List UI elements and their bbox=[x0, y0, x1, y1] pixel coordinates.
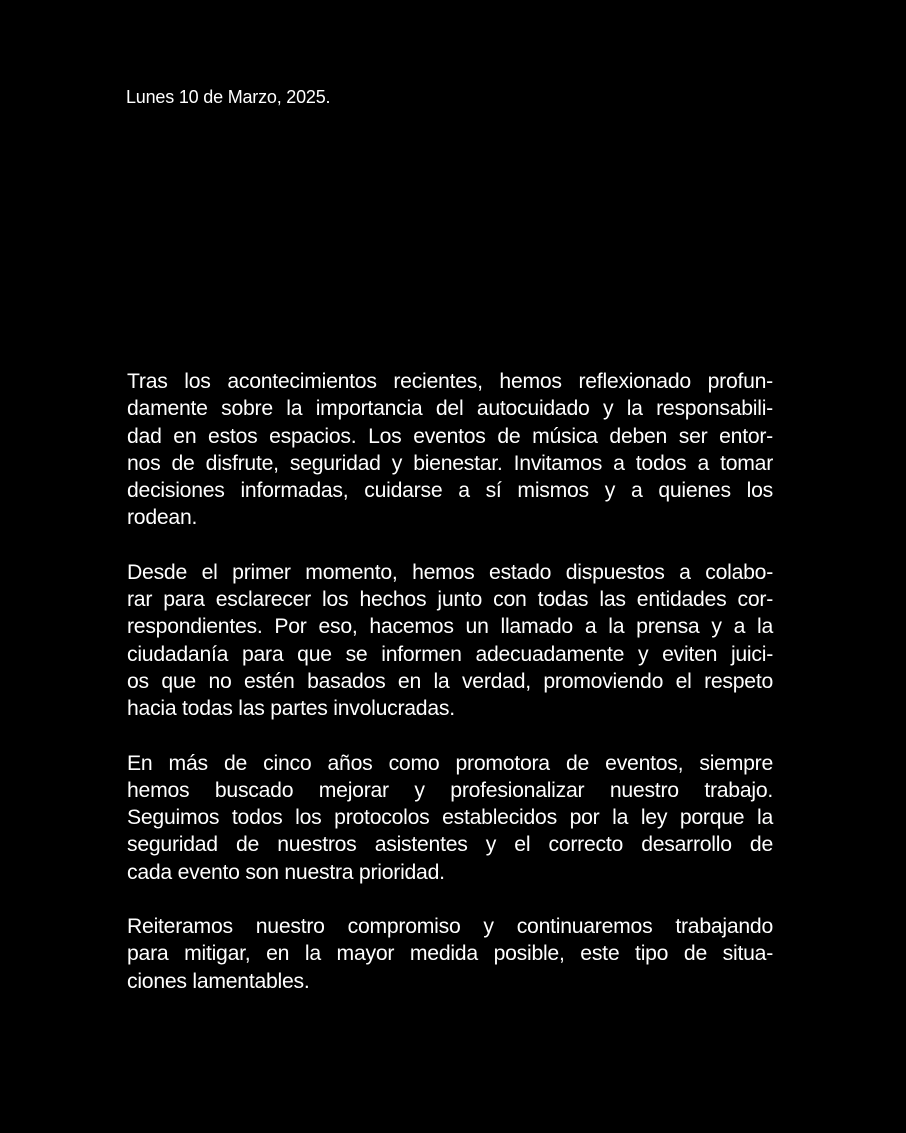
text-line: dad en estos espacios. Los eventos de música deben ser entor- bbox=[127, 424, 773, 448]
text-line: Tras los acontecimientos recientes, hemos reflexionado profun- bbox=[127, 370, 773, 393]
text-line: hacia todas las partes involucradas. bbox=[127, 697, 455, 721]
paragraph-2 bbox=[127, 559, 773, 723]
text-line: os que no estén basados en la verdad, promoviendo el respeto bbox=[127, 669, 773, 693]
statement-date: Lunes 10 de Marzo, 2025. bbox=[126, 87, 331, 107]
paragraph-3 bbox=[127, 750, 773, 886]
text-line: decisiones informadas, cuidarse a sí mismos y a quienes los bbox=[127, 479, 773, 503]
text-line: seguridad de nuestros asistentes y el correcto desarrollo de bbox=[127, 833, 773, 857]
text-line: rar para esclarecer los hechos junto con todas las entidades cor- bbox=[127, 588, 773, 612]
text-line: hemos buscado mejorar y profesionalizar nuestro trabajo. bbox=[127, 778, 773, 802]
text-line: ciones lamentables. bbox=[127, 969, 310, 993]
text-line: Desde el primer momento, hemos estado dispuestos a colabo- bbox=[127, 560, 773, 584]
text-line: damente sobre la importancia del autocuidado y la responsabili- bbox=[127, 397, 773, 421]
text-line: cada evento son nuestra prioridad. bbox=[127, 860, 445, 884]
text-line: para mitigar, en la mayor medida posible, este tipo de situa- bbox=[127, 942, 773, 966]
text-line: Seguimos todos los protocolos establecidos por la ley porque la bbox=[127, 806, 773, 830]
paragraph-1 bbox=[127, 368, 773, 532]
text-line: nos de disfrute, seguridad y bienestar. Invitamos a todos a tomar bbox=[127, 451, 773, 475]
text-line: Reiteramos nuestro compromiso y continuaremos trabajando bbox=[127, 915, 773, 939]
text-line: respondientes. Por eso, hacemos un llamado a la prensa y a la bbox=[127, 615, 773, 639]
text-line: rodean. bbox=[127, 506, 198, 530]
paragraph-4 bbox=[127, 913, 773, 995]
text-line: ciudadanía para que se informen adecuadamente y eviten juici- bbox=[127, 642, 773, 666]
text-line: En más de cinco años como promotora de eventos, siempre bbox=[127, 751, 773, 775]
statement-body bbox=[127, 368, 773, 1022]
